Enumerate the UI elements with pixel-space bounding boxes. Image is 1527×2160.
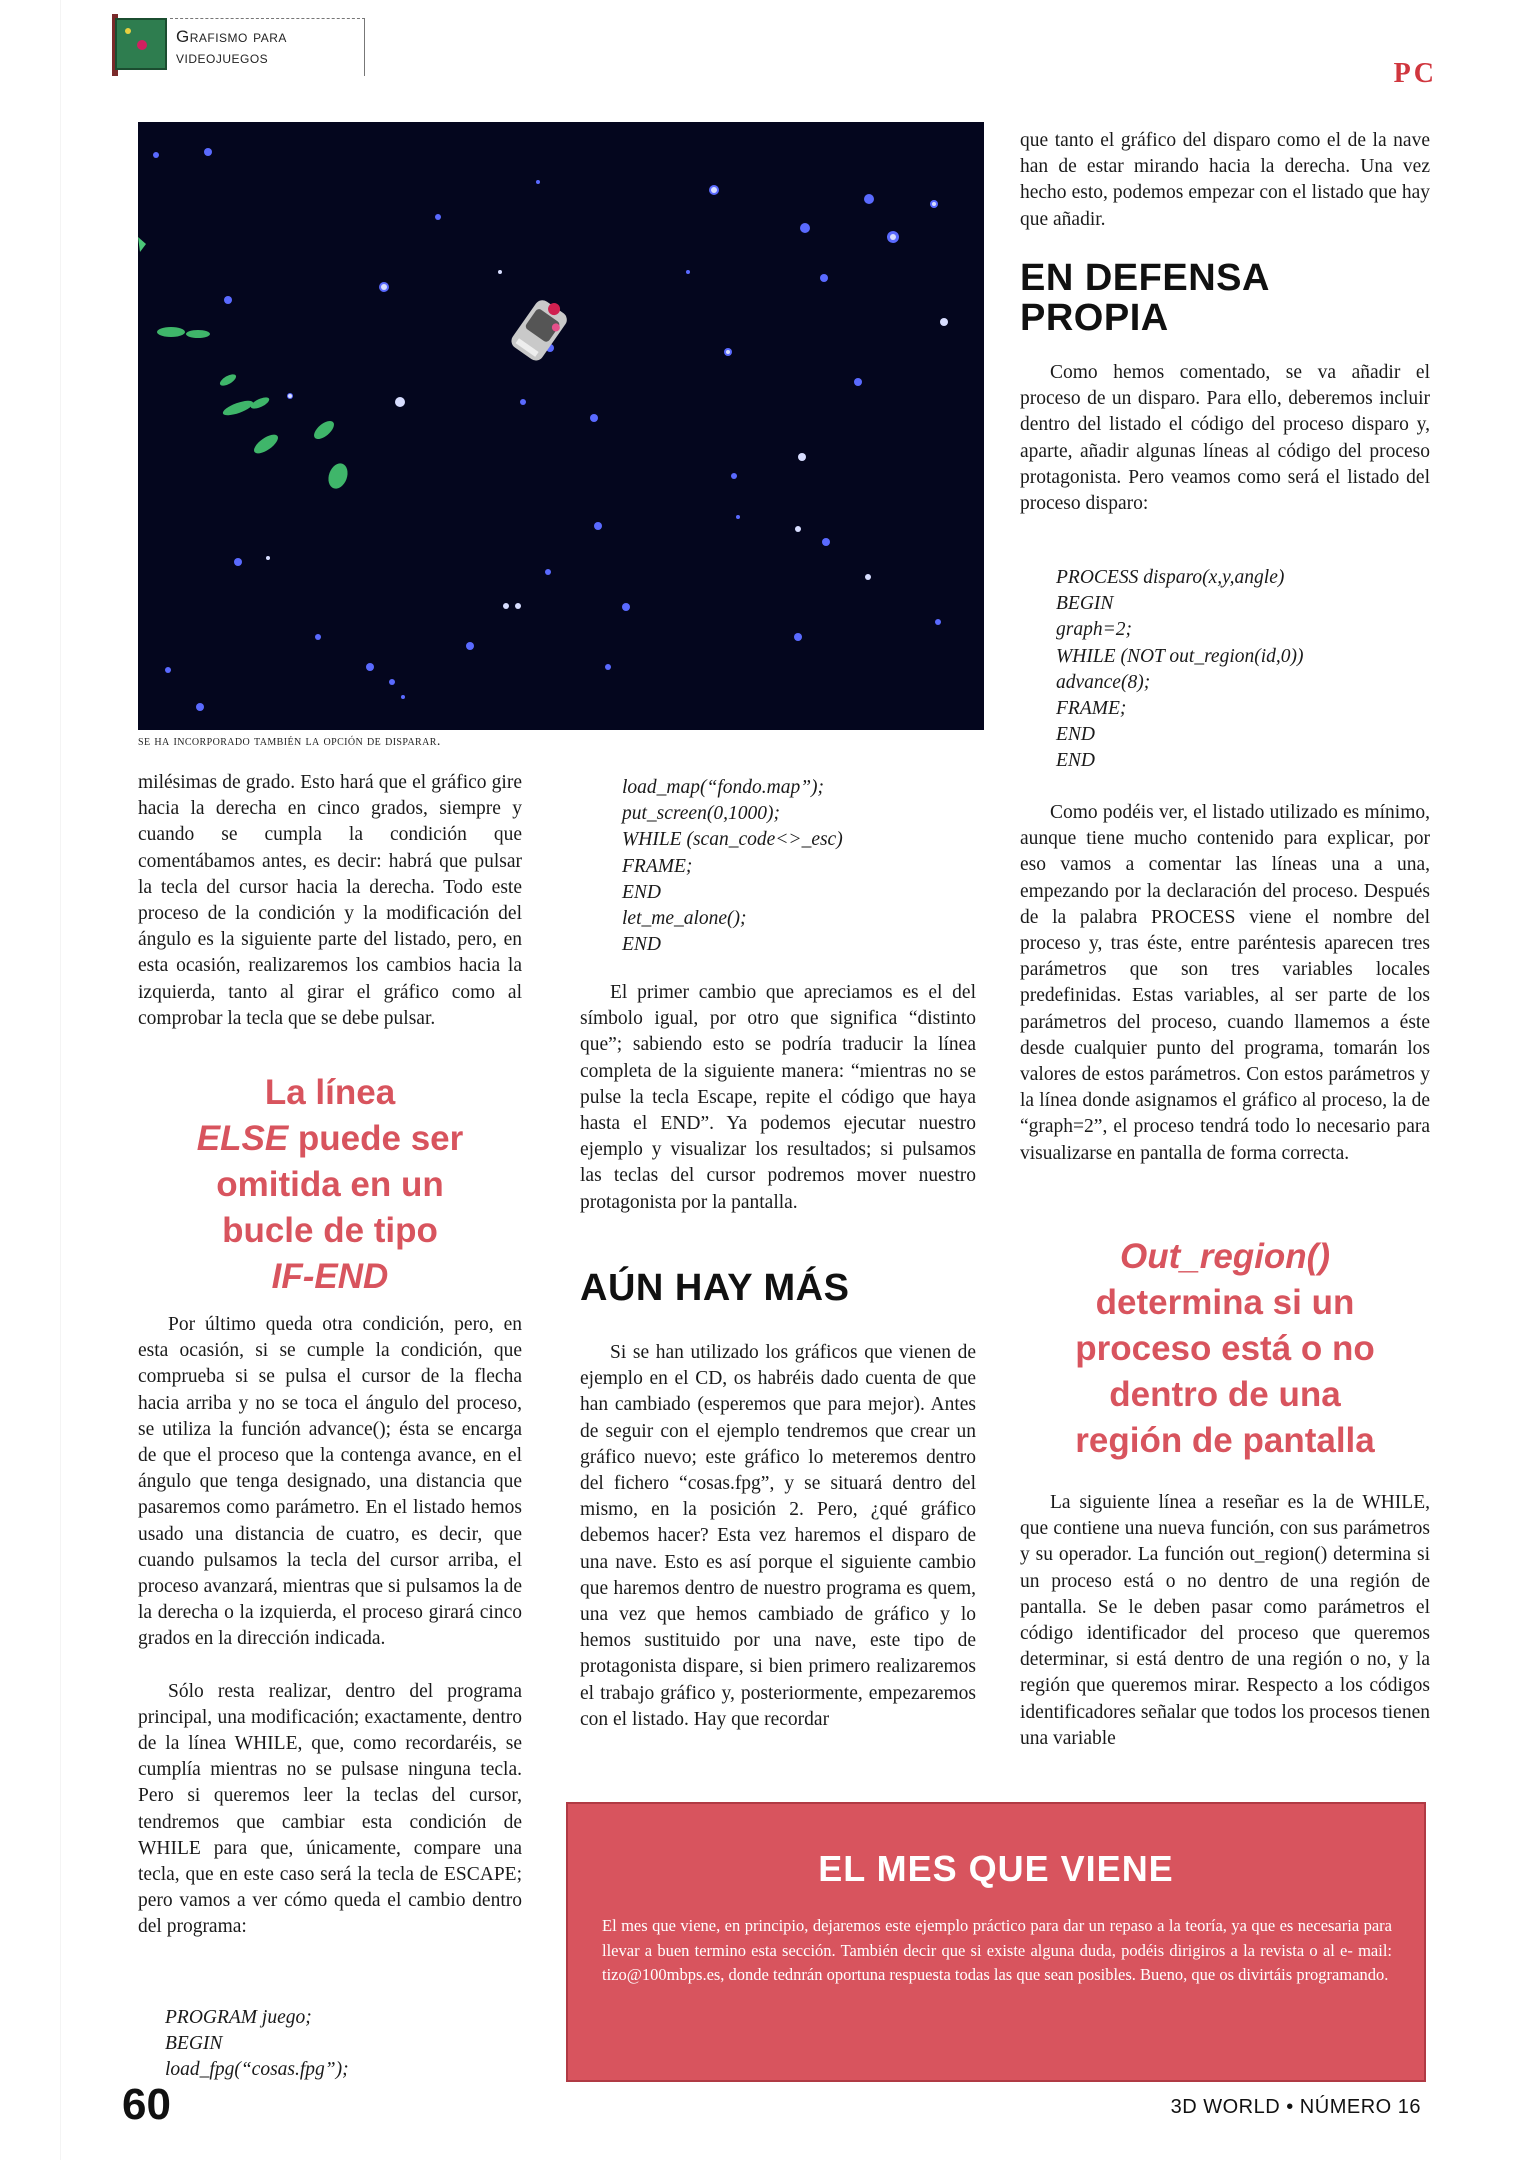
section-heading-en-defensa-propia [1020,258,1430,338]
col3-paragraph-3: La siguiente línea a reseñar es la de WHILE, que contiene una nueva función, con sus parámetros y su operador. La función out_region() determina si un proceso está o no dentro de una región de pantalla. Se le deben pasar como parámetros el código identificador del proceso que queremos determinar, si está dentro de una región o no, y la región que queremos mirar. Respecto a los códigos identificadores señalar que todos los procesos tienen una variable [1020,1492,1430,1749]
section-heading-aun-hay-mas: AÚN HAY MÁS [580,1267,850,1309]
section-title: Grafismo para videojuegos [176,27,287,67]
pull-quote-line [138,1116,522,1162]
code-line: END [1056,724,1095,746]
code-line: WHILE (NOT out_region(id,0)) [1056,645,1304,667]
heading-line: EN DEFENSA [1020,257,1270,299]
pull-quote-line: región de pantalla [1075,1421,1375,1460]
heading-line: PROPIA [1020,297,1169,339]
code-line: PROGRAM juego; [165,2007,312,2028]
column-3-continued [1020,360,1430,517]
code-line: load_fpg(“cosas.fpg”); [165,2059,349,2081]
col3-paragraph-1: Como hemos comentado, se va añadir el proceso de un disparo. Para ello, deberemos incluir dentro del listado el código del proceso disparo y, aparte, añadir algunas líneas al código del proceso protagonista. Pero veamos como será el listado del proceso disparo: [1020,362,1430,515]
box-text: El mes que viene, en principio, dejaremos este ejemplo práctico para dar un repaso a la teoría, ya que es necesaria para llevar a buen termino esta sección. También decir que si existe alguna duda, podéis dirigiros a la revista o al e- mail: tizo@100mbps.es, donde tednrán oportuna respuesta todas las que sean posibles. Bueno, que os divirtáis programando. [602,1916,1392,1984]
pull-quote-keyword: Out_region() [1120,1237,1330,1276]
section-logo-icon [115,18,167,70]
code-line: END [622,934,661,956]
code-line: advance(8); [1056,671,1151,693]
figure-caption: se ha incorporado también la opción de disparar. [138,734,441,749]
page-edge [60,0,61,2160]
code-line: put_screen(0,1000); [622,803,780,825]
pull-quote-keyword: ELSE [196,1119,289,1158]
code-line: BEGIN [165,2033,223,2055]
next-month-box [566,1802,1426,2082]
col1-paragraph-1: milésimas de grado. Esto hará que el gráfico gire hacia la derecha en cinco grados, siempre y cuando se cumpla la condición que comentábamos antes, es decir: habrá que pulsar la tecla del cursor hacia la derecha. Todo este proceso de la condición y la modificación del ángulo es la siguiente parte del listado, pero, en esta ocasión, realizaremos los cambios hacia la izquierda, tanto al girar el gráfico como al comprobar la tecla que se debe pulsar. [138,772,522,1029]
code-line: FRAME; [622,855,693,877]
pull-quote-line: determina si un [1095,1283,1355,1322]
code-line: END [1056,750,1095,772]
col3-paragraph-0: que tanto el gráfico del disparo como el de la nave han de estar mirando hacia la derecha. Una vez hecho esto, podemos empezar con el listado que hay que añadir. [1020,130,1430,230]
code-line: END [622,881,661,903]
code-line: load_map(“fondo.map”); [622,777,825,798]
column-2 [580,980,976,1216]
pull-quote-line: bucle de tipo [222,1211,438,1250]
column-1-continued [138,1312,522,1941]
box-title: EL MES QUE VIENE [818,1848,1174,1889]
col3-paragraph-2: Como podéis ver, el listado utilizado es mínimo, aunque tiene mucho contenido para explicar, por eso vamos a comentar las líneas una a una, empezando por la declaración del proceso. Después de la palabra PROCESS viene el nombre del proceso y, tras éste, entre paréntesis aparecen tres parámetros que son tres variables locales predefinidas. Estas variables, al ser parte de los parámetros del proceso, cuando llamemos a éste desde cualquier punto del programa, tomarán los valores de estos parámetros. Con estos parámetros y la línea donde asignamos el gráfico al proceso, la de “graph=2”, el proceso tendrá todo lo necesario para visualizarse en pantalla de forma correcta. [1020,802,1430,1164]
pull-quote-line: proceso está o no [1075,1329,1375,1368]
pull-quote-out-region [1020,1234,1430,1464]
magazine-issue: 3D WORLD • NÚMERO 16 [1170,2096,1421,2118]
column-3-end [1020,1490,1430,1752]
starfield-scene [138,122,984,730]
column-2-continued [580,1340,976,1733]
pull-quote-line: La línea [264,1073,396,1112]
column-3 [1020,128,1430,233]
code-line: FRAME; [1056,698,1127,720]
pull-quote-keyword: IF-END [271,1257,389,1296]
col2-code-listing [622,775,962,958]
column-3-body [1020,800,1430,1167]
code-line: PROCESS disparo(x,y,angle) [1056,567,1285,588]
col1-paragraph-3: Sólo resta realizar, dentro del programa principal, una modificación; exactamente, dentro de la línea WHILE, que, como recordaréis, se cumplía mientras no se pulsase ninguna tecla. Pero si queremos leer la teclas del cursor, tendremos que cambiar esta condición de WHILE para que, únicamente, compare una tecla, que en este caso será la tecla de ESCAPE; pero vamos a ver cómo queda el cambio dentro del programa: [138,1680,522,1938]
game-screenshot [138,122,984,730]
code-line: BEGIN [1056,593,1114,615]
pull-quote-line: dentro de una [1109,1375,1341,1414]
column-1 [138,770,522,1032]
platform-label: PC [1393,58,1437,89]
pull-quote-line: omitida en un [216,1165,444,1204]
code-line: graph=2; [1056,619,1132,641]
col1-paragraph-2: Por último queda otra condición, pero, en esta ocasión, si se cumple la condición, que comprueba si se pulsa el cursor de la flecha hacia arriba y no se toca el ángulo del proceso, se utiliza la función advance(); ésta se encarga de que el proceso que la contenga avance, en el ángulo que tenga designado, una distancia que pasaremos como parámetro. En el listado hemos usado una distancia de cuatro, es decir, que cuando pulsamos la tecla del cursor arriba, el proceso avanzará, mientras que si pulsamos la de la derecha o la izquierda, el proceso girará cinco grados en la dirección indicada. [138,1314,522,1650]
col3-code-listing [1056,565,1426,775]
col1-code-listing [165,2005,505,2084]
col2-paragraph-1: El primer cambio que apreciamos es el del símbolo igual, por otro que significa “distinto que”; sabiendo esto se podría traducir la línea completa de la siguiente manera: “mientras no se pulse la tecla Escape, repite el código que haya hasta el END”. Ya podemos ejecutar nuestro ejemplo y visualizar los resultados; si pulsamos las teclas del cursor podremos mover nuestro protagonista por la pantalla. [580,982,976,1213]
code-line: WHILE (scan_code<>_esc) [622,829,843,851]
col2-paragraph-2: Si se han utilizado los gráficos que vienen de ejemplo en el CD, os habréis dado cuenta de que han cambiado (esperemos que para mejor). Antes de seguir con el ejemplo tendremos que crear un gráfico nuevo; este gráfico lo meteremos dentro del fichero “cosas.fpg”, y se situará dentro del mismo, en la posición 2. Pero, ¿qué gráfico debemos hacer? Esta vez haremos el disparo de una nave. Esto es así porque el siguiente cambio que haremos dentro de nuestro programa es quem, una vez que hemos cambiado de gráfico y lo hemos sustituido por una nave, este tipo de protagonista dispare, si bien primero realizaremos el trabajo gráfico y, posteriormente, empezaremos con el listado. Hay que recordar [580,1342,976,1730]
page-number: 60 [122,2080,171,2129]
pull-quote-text: puede ser [288,1119,464,1158]
pull-quote-else [138,1070,522,1300]
code-line: let_me_alone(); [622,908,747,930]
